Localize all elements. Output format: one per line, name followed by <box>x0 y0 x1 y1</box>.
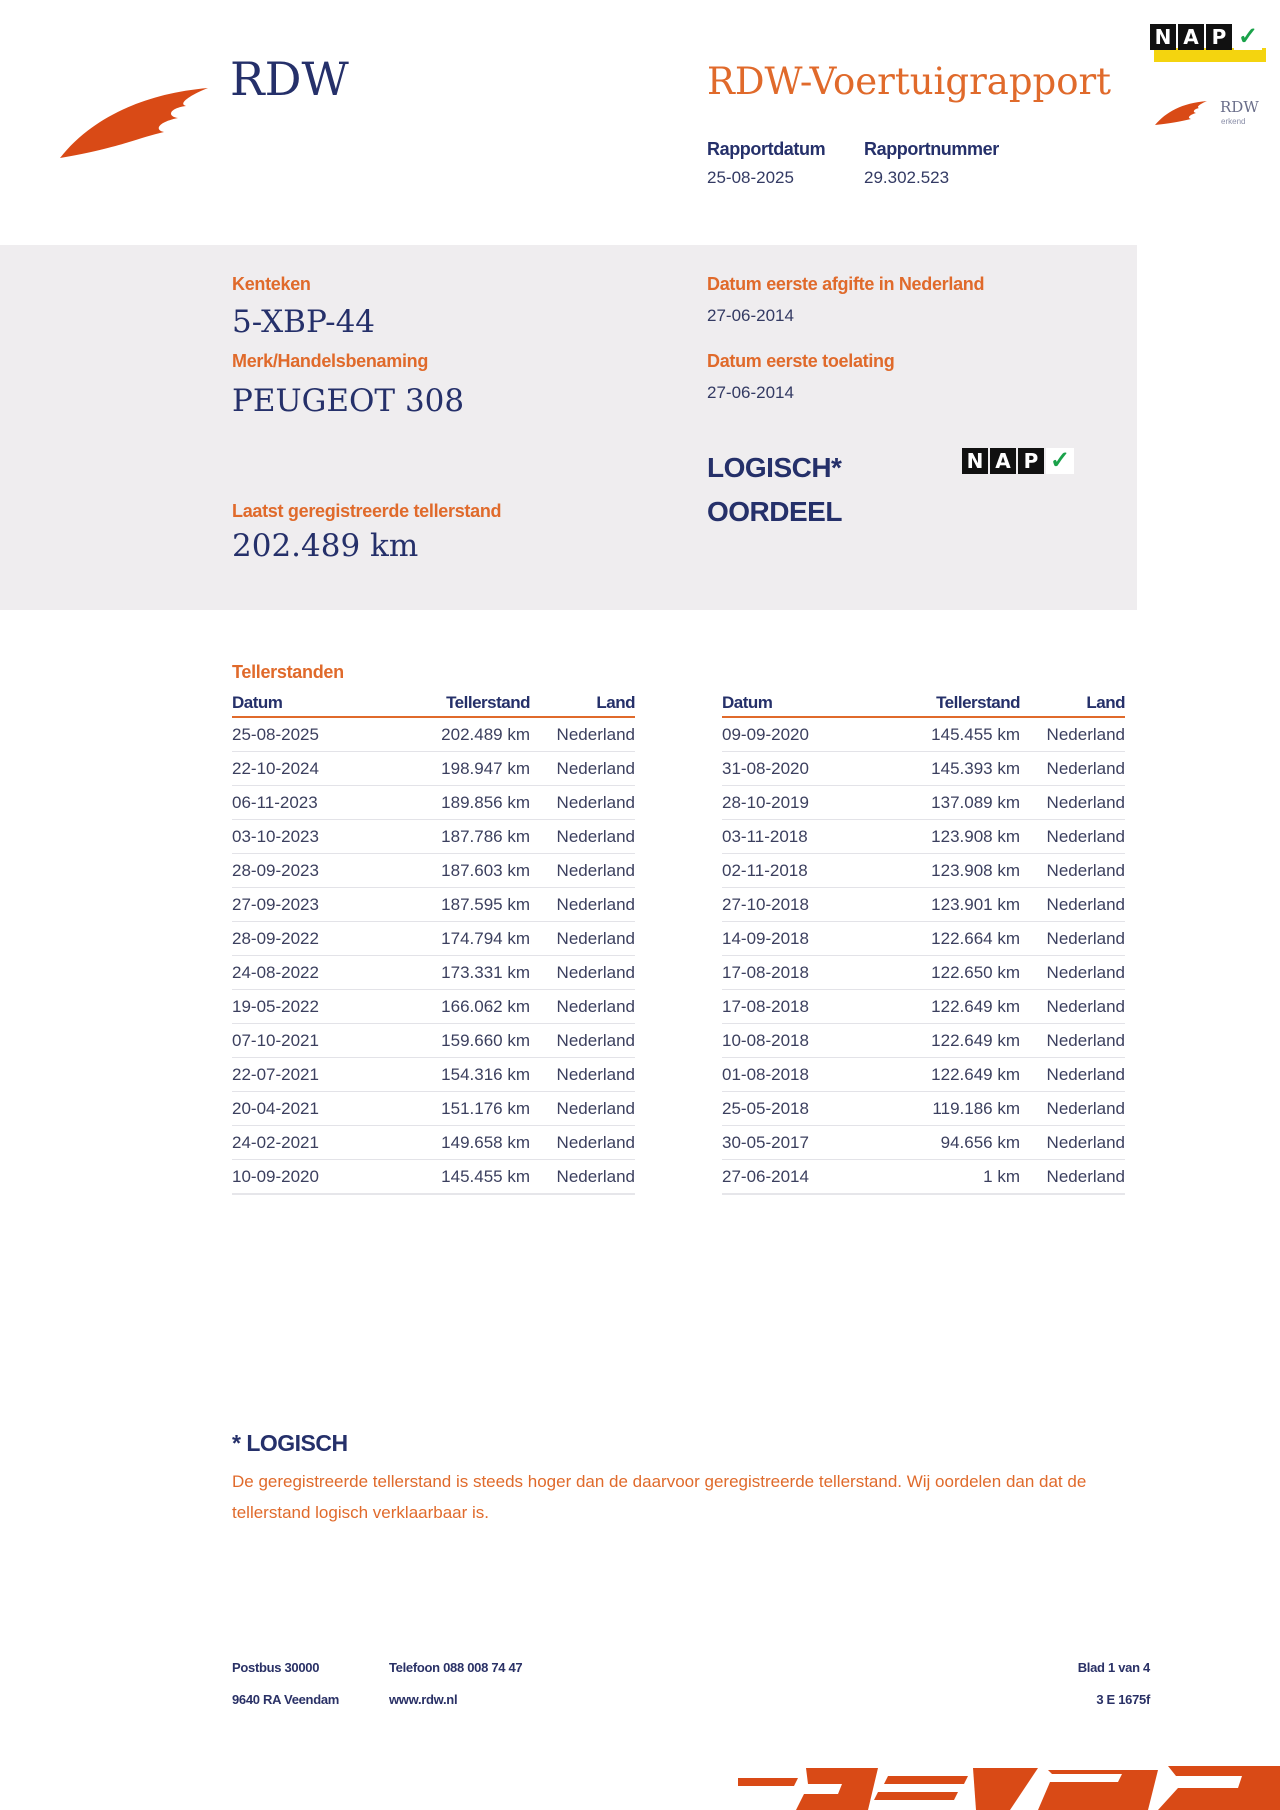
column-header-land: Land <box>530 692 635 717</box>
tellerstand-cell: 122.649 km <box>852 1058 1020 1092</box>
tellerstand-cell: 173.331 km <box>362 956 530 990</box>
table-row <box>232 1160 635 1195</box>
rdw-erkend-brand: RDW <box>1220 98 1259 116</box>
table-row <box>232 990 635 1024</box>
rdw-stripe-logo-icon <box>738 1760 1280 1810</box>
tellerstand-cell: 123.908 km <box>852 820 1020 854</box>
rdw-feather-logo-icon <box>58 82 210 160</box>
land-cell: Nederland <box>1020 786 1125 820</box>
nap-oordeel-logo-icon <box>962 448 1074 474</box>
tellerstand-cell: 122.649 km <box>852 1024 1020 1058</box>
checkmark-icon: ✓ <box>1046 448 1074 474</box>
tellerstand-cell: 149.658 km <box>362 1126 530 1160</box>
land-cell: Nederland <box>530 1024 635 1058</box>
footer-postbus: Postbus 30000 <box>232 1660 320 1675</box>
toelating-label: Datum eerste toelating <box>707 351 895 371</box>
rdw-erkend-sub: erkend <box>1221 117 1246 126</box>
tellerstand-cell: 187.786 km <box>362 820 530 854</box>
tellerstanden-table-left <box>232 692 635 1195</box>
table-row <box>722 752 1125 786</box>
nap-letter-n: N <box>962 448 988 474</box>
afgifte-value: 27-06-2014 <box>707 306 794 325</box>
datum-cell: 24-08-2022 <box>232 956 362 990</box>
land-cell: Nederland <box>530 752 635 786</box>
land-cell: Nederland <box>530 922 635 956</box>
footer-website-link[interactable]: www.rdw.nl <box>389 1692 458 1707</box>
datum-cell: 03-10-2023 <box>232 820 362 854</box>
rapportnummer-label: Rapportnummer <box>864 139 999 159</box>
land-cell: Nederland <box>530 956 635 990</box>
land-cell: Nederland <box>1020 888 1125 922</box>
land-cell: Nederland <box>530 854 635 888</box>
table-row <box>722 717 1125 752</box>
datum-cell: 10-08-2018 <box>722 1024 852 1058</box>
tellerstand-cell: 1 km <box>852 1160 1020 1195</box>
table-row <box>232 820 635 854</box>
tellerstand-cell: 137.089 km <box>852 786 1020 820</box>
table-row <box>232 752 635 786</box>
land-cell: Nederland <box>530 1092 635 1126</box>
column-header-tellerstand: Tellerstand <box>852 692 1020 717</box>
datum-cell: 25-08-2025 <box>232 717 362 752</box>
footer-telefoon: Telefoon 088 008 74 47 <box>389 1660 523 1675</box>
datum-cell: 22-07-2021 <box>232 1058 362 1092</box>
land-cell: Nederland <box>1020 922 1125 956</box>
tellerstand-cell: 198.947 km <box>362 752 530 786</box>
oordeel-title: LOGISCH* <box>707 452 842 483</box>
table-row <box>722 1058 1125 1092</box>
summary-panel <box>0 245 1137 610</box>
datum-cell: 17-08-2018 <box>722 990 852 1024</box>
table-row <box>232 922 635 956</box>
land-cell: Nederland <box>530 888 635 922</box>
rapportnummer-value: 29.302.523 <box>864 168 950 187</box>
footer-page-number: Blad 1 van 4 <box>1077 1660 1150 1675</box>
tellerstand-cell: 123.901 km <box>852 888 1020 922</box>
rapportdatum-label: Rapportdatum <box>707 139 826 159</box>
table-row <box>722 1024 1125 1058</box>
merk-value: PEUGEOT 308 <box>232 383 465 419</box>
table-row <box>722 1160 1125 1195</box>
nap-letter-n: N <box>1150 24 1176 50</box>
datum-cell: 10-09-2020 <box>232 1160 362 1195</box>
datum-cell: 14-09-2018 <box>722 922 852 956</box>
column-header-tellerstand: Tellerstand <box>362 692 530 717</box>
kenteken-label: Kenteken <box>232 274 311 294</box>
datum-cell: 30-05-2017 <box>722 1126 852 1160</box>
table-row <box>232 1058 635 1092</box>
tellerstand-cell: 159.660 km <box>362 1024 530 1058</box>
datum-cell: 09-09-2020 <box>722 717 852 752</box>
note-title: * LOGISCH <box>232 1430 348 1456</box>
land-cell: Nederland <box>1020 1126 1125 1160</box>
column-header-datum: Datum <box>232 692 362 717</box>
datum-cell: 07-10-2021 <box>232 1024 362 1058</box>
rdw-erkend-feather-icon <box>1154 98 1208 126</box>
tellerstand-cell: 94.656 km <box>852 1126 1020 1160</box>
nap-letter-a: A <box>990 448 1016 474</box>
land-cell: Nederland <box>530 717 635 752</box>
footer-document-code: 3 E 1675f <box>1096 1692 1150 1707</box>
tellerstand-cell: 122.664 km <box>852 922 1020 956</box>
land-cell: Nederland <box>1020 1160 1125 1195</box>
land-cell: Nederland <box>1020 1058 1125 1092</box>
datum-cell: 03-11-2018 <box>722 820 852 854</box>
land-cell: Nederland <box>1020 854 1125 888</box>
land-cell: Nederland <box>530 820 635 854</box>
afgifte-label: Datum eerste afgifte in Nederland <box>707 274 985 294</box>
summary-panel-tail <box>0 578 150 610</box>
tellerstand-cell: 119.186 km <box>852 1092 1020 1126</box>
datum-cell: 24-02-2021 <box>232 1126 362 1160</box>
tellerstand-cell: 123.908 km <box>852 854 1020 888</box>
nap-letter-p: P <box>1018 448 1044 474</box>
tellerstand-cell: 145.393 km <box>852 752 1020 786</box>
table-row <box>232 956 635 990</box>
land-cell: Nederland <box>530 1058 635 1092</box>
datum-cell: 28-09-2022 <box>232 922 362 956</box>
tellerstand-cell: 166.062 km <box>362 990 530 1024</box>
datum-cell: 06-11-2023 <box>232 786 362 820</box>
merk-label: Merk/Handelsbenaming <box>232 351 429 371</box>
land-cell: Nederland <box>530 1160 635 1195</box>
tellerstanden-table-right <box>722 692 1125 1195</box>
column-header-datum: Datum <box>722 692 852 717</box>
land-cell: Nederland <box>530 990 635 1024</box>
laatste-stand-value: 202.489 km <box>232 528 419 564</box>
tellerstand-cell: 145.455 km <box>852 717 1020 752</box>
column-header-land: Land <box>1020 692 1125 717</box>
nap-logo-icon <box>1150 24 1262 50</box>
nap-letter-p: P <box>1206 24 1232 50</box>
land-cell: Nederland <box>1020 717 1125 752</box>
tellerstand-cell: 174.794 km <box>362 922 530 956</box>
toelating-value: 27-06-2014 <box>707 383 794 402</box>
footer-adres: 9640 RA Veendam <box>232 1692 340 1707</box>
land-cell: Nederland <box>530 786 635 820</box>
datum-cell: 02-11-2018 <box>722 854 852 888</box>
land-cell: Nederland <box>1020 956 1125 990</box>
datum-cell: 27-06-2014 <box>722 1160 852 1195</box>
note-text: De geregistreerde tellerstand is steeds hoger dan de daarvoor geregistreerde tellerstand. Wij oordelen dan dat de tellerstand logisch verklaarbaar is. <box>232 1472 1087 1522</box>
kenteken-value: 5-XBP-44 <box>232 304 376 340</box>
oordeel-subtitle: OORDEEL <box>707 496 842 527</box>
datum-cell: 28-10-2019 <box>722 786 852 820</box>
tellerstand-cell: 202.489 km <box>362 717 530 752</box>
table-row <box>722 1092 1125 1126</box>
table-row <box>722 888 1125 922</box>
datum-cell: 20-04-2021 <box>232 1092 362 1126</box>
tellerstand-cell: 122.650 km <box>852 956 1020 990</box>
datum-cell: 27-09-2023 <box>232 888 362 922</box>
table-row <box>232 786 635 820</box>
tellerstand-cell: 154.316 km <box>362 1058 530 1092</box>
land-cell: Nederland <box>1020 1024 1125 1058</box>
nap-letter-a: A <box>1178 24 1204 50</box>
land-cell: Nederland <box>1020 820 1125 854</box>
table-row <box>232 854 635 888</box>
datum-cell: 17-08-2018 <box>722 956 852 990</box>
datum-cell: 31-08-2020 <box>722 752 852 786</box>
table-row <box>232 888 635 922</box>
tellerstand-cell: 189.856 km <box>362 786 530 820</box>
table-row <box>232 1092 635 1126</box>
table-row <box>722 820 1125 854</box>
brand-name: RDW <box>230 52 349 106</box>
datum-cell: 28-09-2023 <box>232 854 362 888</box>
table-row <box>722 922 1125 956</box>
table-row <box>722 854 1125 888</box>
tellerstand-cell: 122.649 km <box>852 990 1020 1024</box>
land-cell: Nederland <box>530 1126 635 1160</box>
land-cell: Nederland <box>1020 752 1125 786</box>
land-cell: Nederland <box>1020 1092 1125 1126</box>
table-row <box>722 956 1125 990</box>
table-row <box>722 786 1125 820</box>
laatste-stand-label: Laatst geregistreerde tellerstand <box>232 501 502 521</box>
land-cell: Nederland <box>1020 990 1125 1024</box>
tellerstand-cell: 187.603 km <box>362 854 530 888</box>
report-title: RDW-Voertuigrapport <box>707 60 1112 103</box>
checkmark-icon: ✓ <box>1234 24 1262 50</box>
rapportdatum-value: 25-08-2025 <box>707 168 794 187</box>
table-row <box>722 1126 1125 1160</box>
datum-cell: 19-05-2022 <box>232 990 362 1024</box>
tellerstand-cell: 151.176 km <box>362 1092 530 1126</box>
tellerstand-cell: 145.455 km <box>362 1160 530 1195</box>
table-row <box>232 1126 635 1160</box>
datum-cell: 01-08-2018 <box>722 1058 852 1092</box>
tellerstanden-title: Tellerstanden <box>232 662 344 682</box>
tellerstand-cell: 187.595 km <box>362 888 530 922</box>
datum-cell: 22-10-2024 <box>232 752 362 786</box>
table-row <box>232 717 635 752</box>
datum-cell: 27-10-2018 <box>722 888 852 922</box>
datum-cell: 25-05-2018 <box>722 1092 852 1126</box>
table-row <box>722 990 1125 1024</box>
table-row <box>232 1024 635 1058</box>
